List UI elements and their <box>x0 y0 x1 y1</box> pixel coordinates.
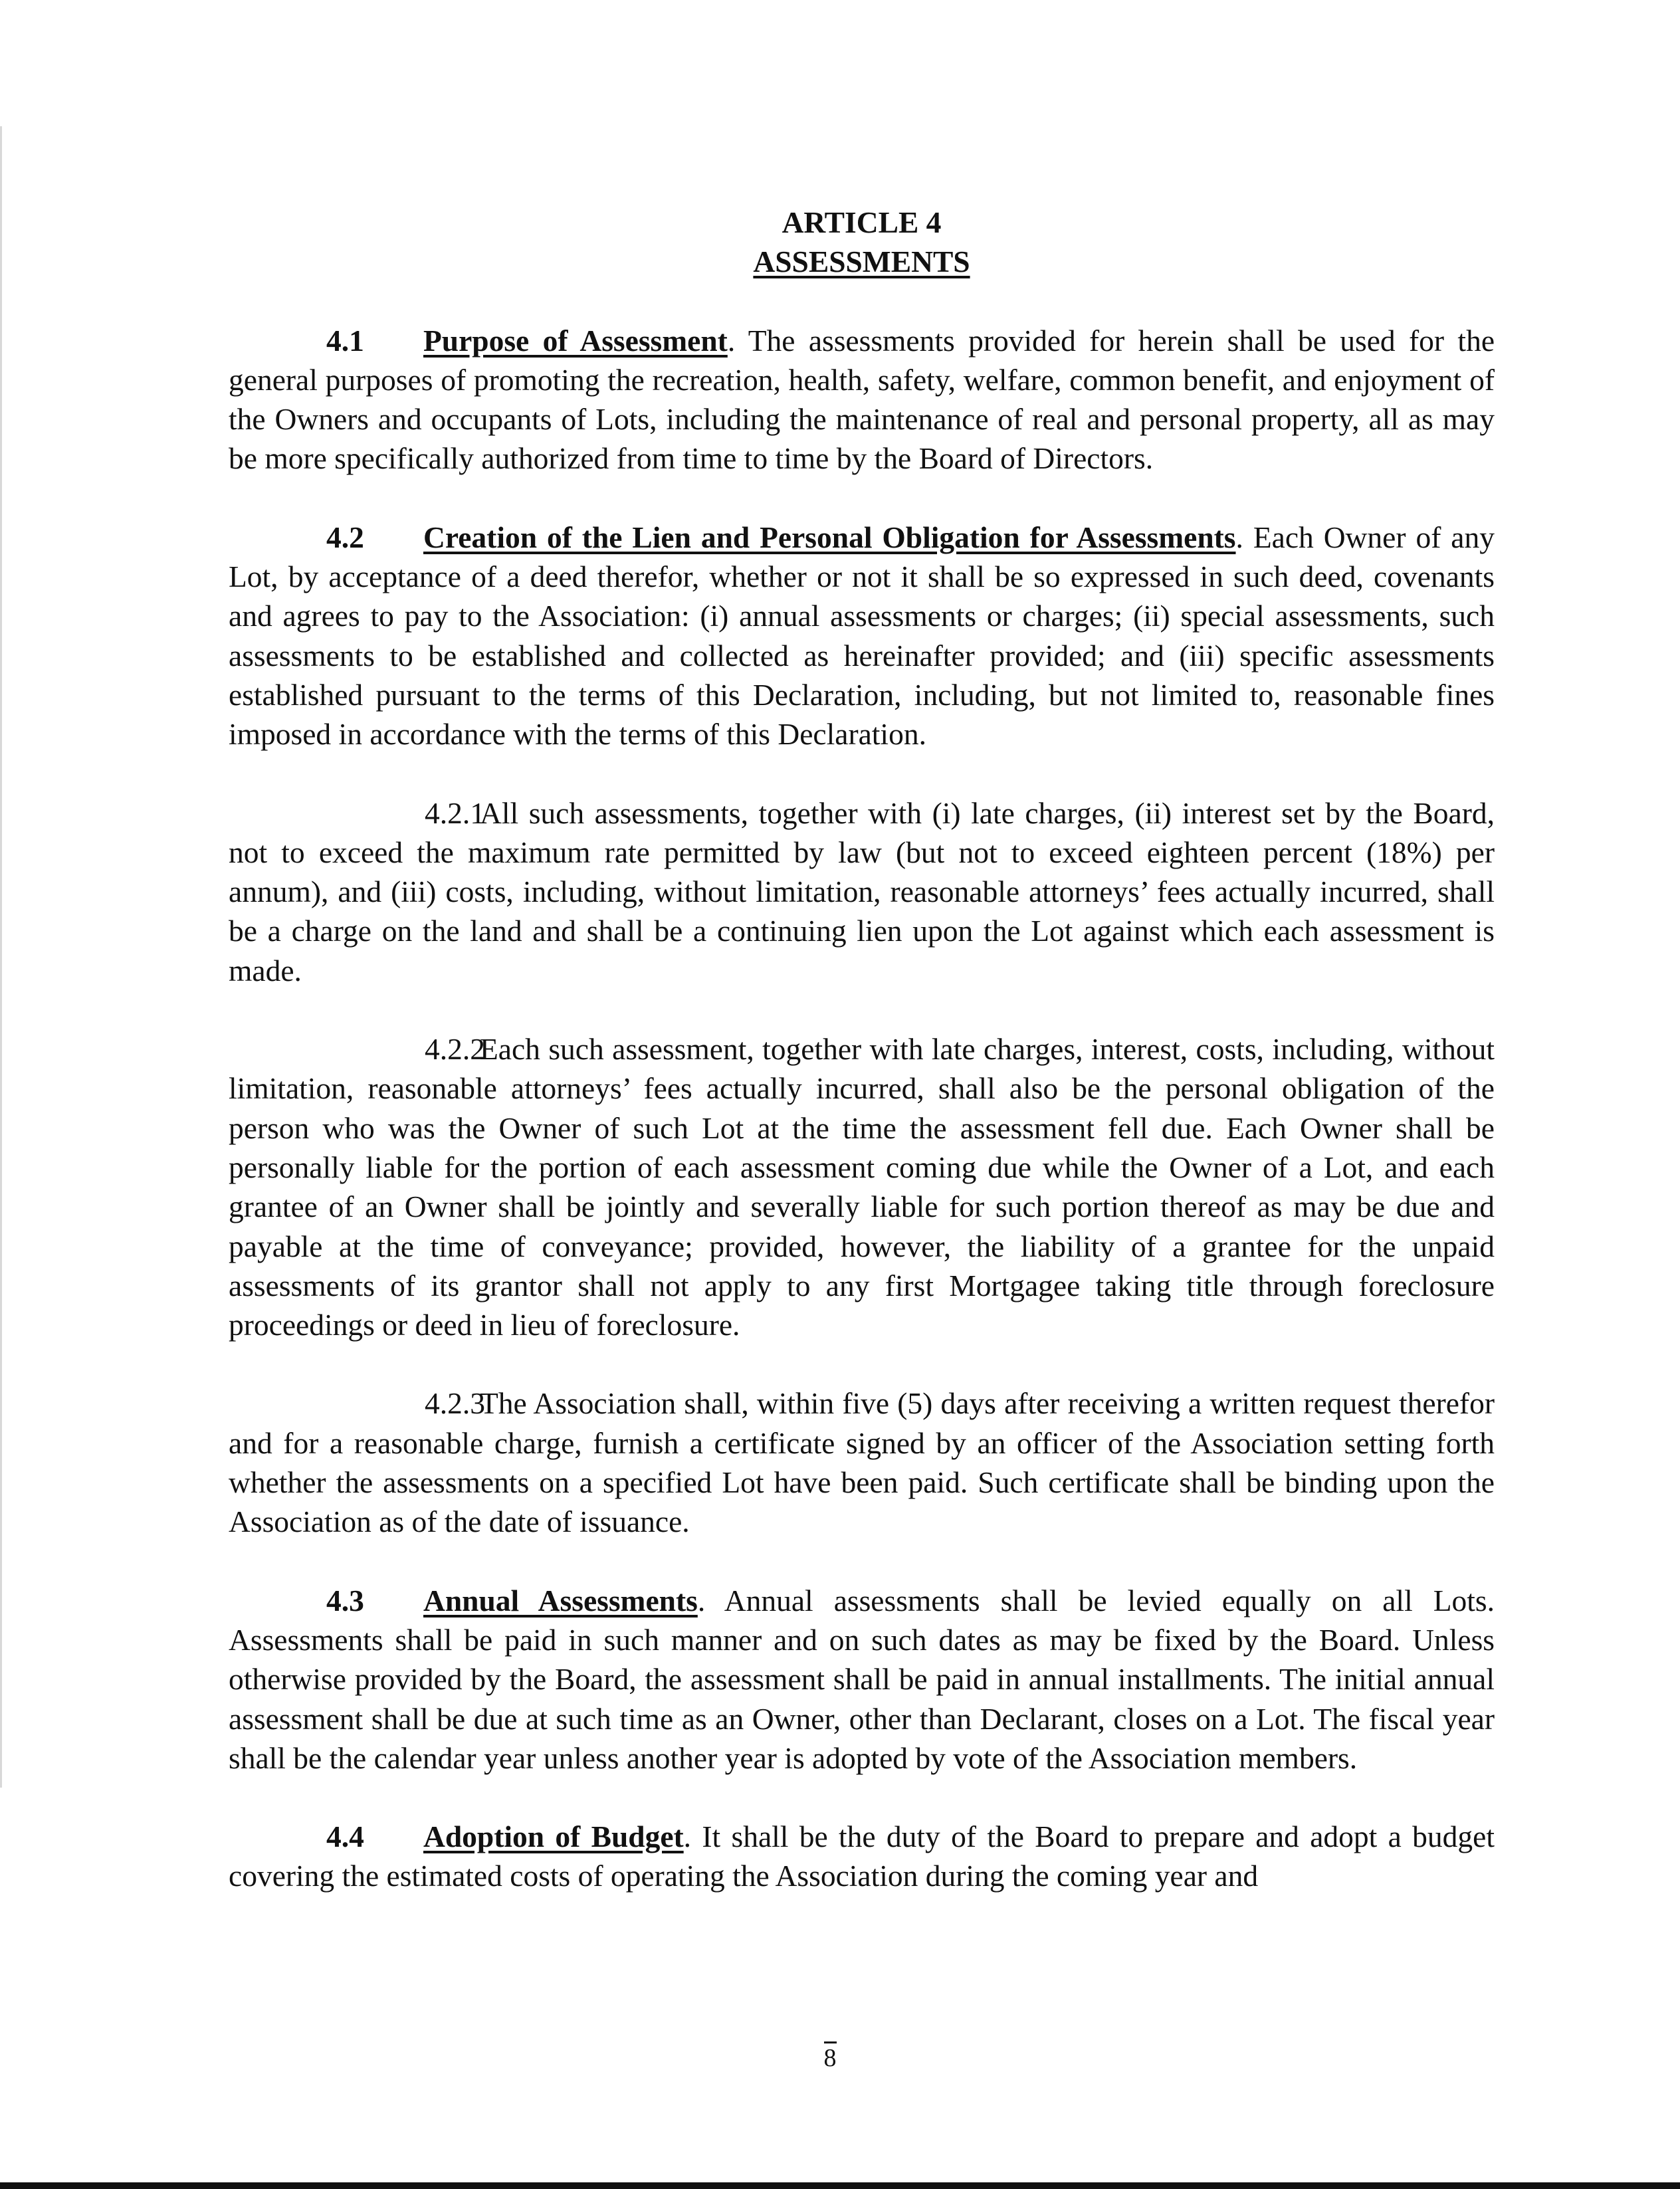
section-heading: Adoption of Budget <box>423 1820 684 1854</box>
section-number: 4.1 <box>326 323 364 358</box>
section-4-1 <box>229 321 1495 478</box>
section-text: . The assessments provided for herein shall be used for the general purposes of promoting the recreation, health, safety, welfare, common benefit, and enjoyment of the Owners and occupants of Lots, including the maintenance of real and personal property, all as may be more specifically authorized from time to time by the Board of Directors. <box>229 323 1495 476</box>
section-number: 4.3 <box>326 1583 364 1617</box>
section-heading: Annual Assessments <box>423 1583 698 1617</box>
section-text: . Each Owner of any Lot, by acceptance of a deed therefor, whether or not it shall be so expressed in such deed, covenants and agrees to pay to the Association: (i) annual assessments or charges; (ii) special assessments, such assessments to be established and collected as hereinafter provided; and (iii) specific assessments established pursuant to the terms of this Declaration, including, but not limited to, reasonable fines imposed in accordance with the terms of this Declaration. <box>229 520 1495 752</box>
section-text: . It shall be the duty of the Board to prepare and adopt a budget covering the estimated costs of operating the Association during the coming year and <box>229 1820 1495 1893</box>
subsection-number: 4.2.1 <box>425 795 485 830</box>
scan-left-edge <box>0 126 2 1788</box>
page-content <box>229 203 1495 1896</box>
section-4-2-1 <box>229 793 1495 990</box>
subsection-text: Each such assessment, together with late charges, interest, costs, including, without limitation, reasonable attorneys’ fees actually incurred, shall also be the personal obligation of the person who was the Owner of such Lot at the time the assessment fell due. Each Owner shall be personally liable for the portion of each assessment coming due while the Owner of a Lot, and each grantee of an Owner shall be jointly and severally liable for such portion thereof as may be due and payable at the time of conveyance; provided, however, the liability of a grantee for the unpaid assessments of its grantor shall not apply to any first Mortgagee taking title through foreclosure proceedings or deed in lieu of foreclosure. <box>229 1032 1495 1342</box>
subsection-text: All such assessments, together with (i) late charges, (ii) interest set by the Board, not to exceed the maximum rate permitted by law (but not to exceed eighteen percent (18%) per annum), and (iii) costs, including, without limitation, reasonable attorneys’ fees actually incurred, shall be a charge on the land and shall be a continuing lien upon the Lot against which each assessment is made. <box>229 795 1495 988</box>
section-text: . Annual assessments shall be levied equally on all Lots. Assessments shall be paid in such manner and on such dates as may be fixed by the Board. Unless otherwise provided by the Board, the assessment shall be paid in annual installments. The initial annual assessment shall be due at such time as an Owner, other than Declarant, closes on a Lot. The fiscal year shall be the calendar year unless another year is adopted by vote of the Association members. <box>229 1583 1495 1775</box>
section-number: 4.2 <box>326 520 364 554</box>
section-4-2 <box>229 518 1495 754</box>
article-heading: ASSESSMENTS <box>753 245 970 279</box>
section-4-2-3 <box>229 1384 1495 1541</box>
section-4-3 <box>229 1581 1495 1778</box>
article-number: ARTICLE 4 <box>782 205 942 239</box>
page-number <box>0 2041 1680 2073</box>
page-number-value: 8 <box>824 2041 837 2071</box>
section-4-4 <box>229 1817 1495 1896</box>
article-title <box>229 203 1495 282</box>
section-heading: Creation of the Lien and Personal Obligation for Assessments <box>423 520 1236 554</box>
section-heading: Purpose of Assessment <box>423 323 728 358</box>
subsection-number: 4.2.3 <box>425 1386 485 1421</box>
section-4-2-2 <box>229 1029 1495 1344</box>
scan-bottom-edge <box>0 2182 1680 2189</box>
subsection-number: 4.2.2 <box>425 1032 485 1067</box>
section-number: 4.4 <box>326 1820 364 1854</box>
subsection-text: The Association shall, within five (5) days after receiving a written request therefor and for a reasonable charge, furnish a certificate signed by an officer of the Association setting forth whether the assessments on a specified Lot have been paid. Such certificate shall be binding upon the Association as of the date of issuance. <box>229 1386 1495 1539</box>
